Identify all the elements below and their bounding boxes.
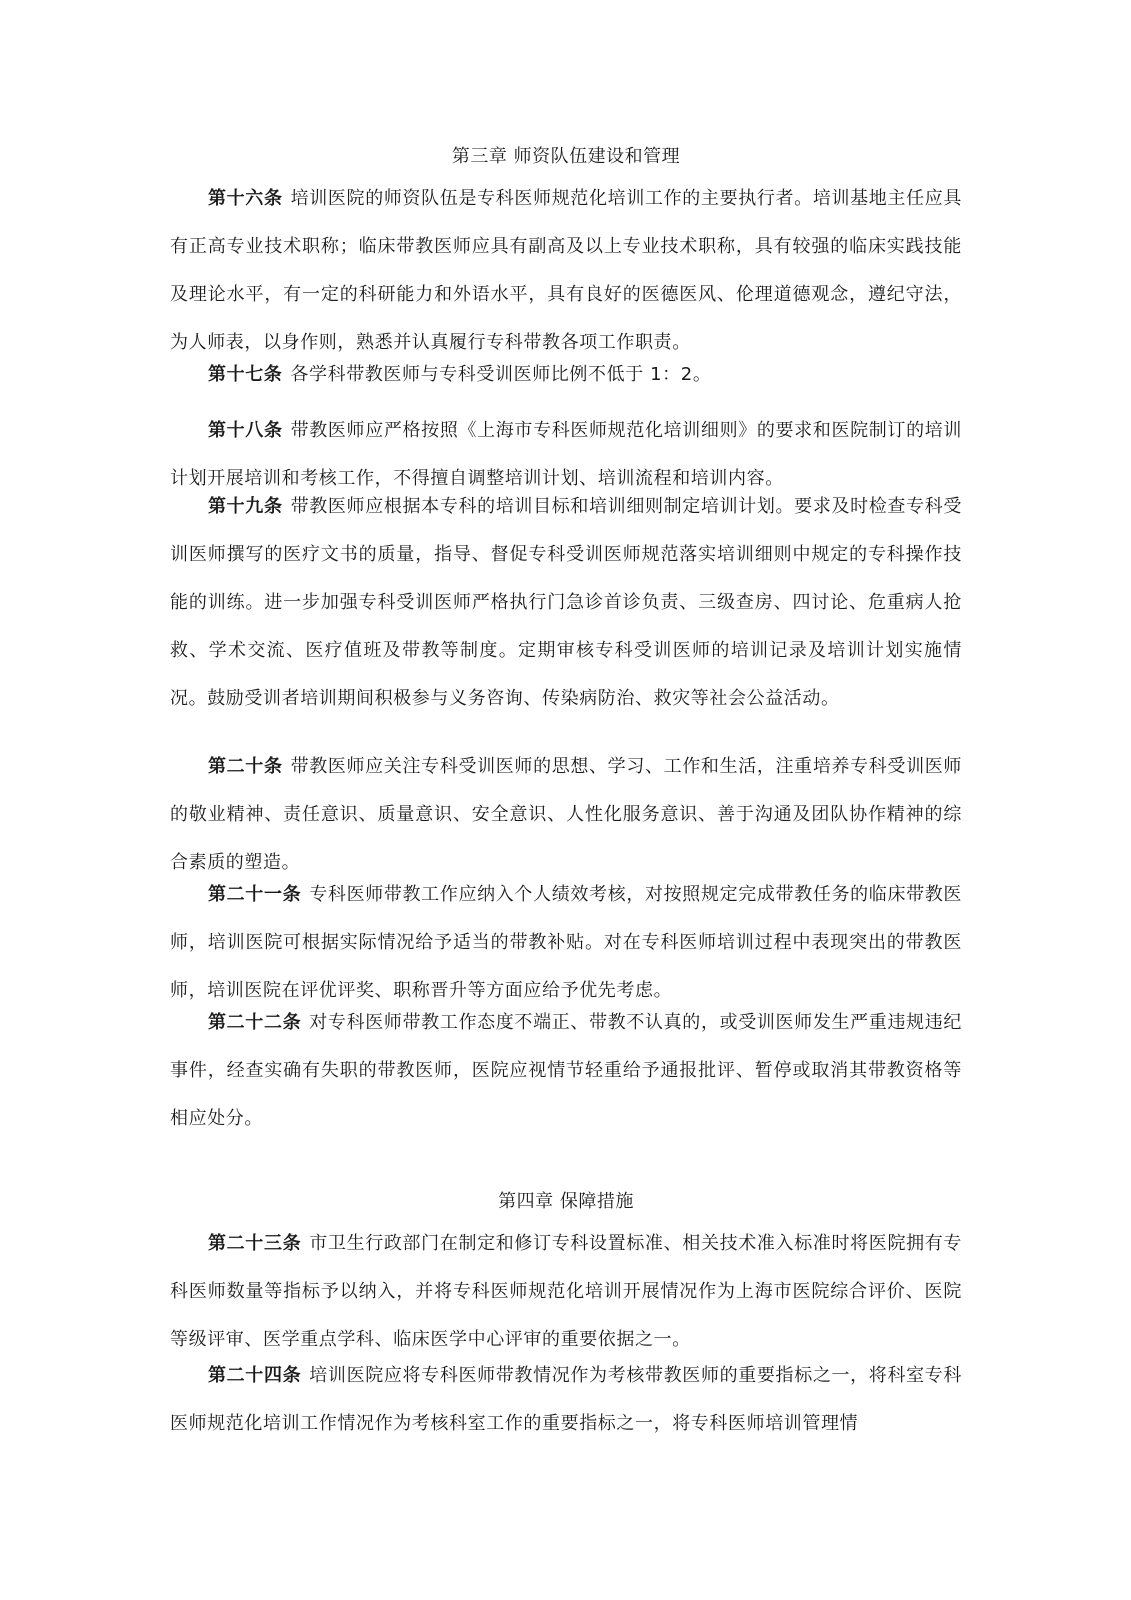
article-18-label: 第十八条 [208, 420, 283, 441]
chapter-3-title: 第三章 师资队伍建设和管理 [451, 146, 681, 167]
article-19 [170, 483, 962, 723]
article-23-label: 第二十三条 [208, 1233, 302, 1254]
article-22-label: 第二十二条 [208, 1012, 302, 1033]
article-16 [170, 175, 962, 367]
article-24-text: 培训医院应将专科医师带教情况作为考核带教医师的重要指标之一，将科室专科医师规范化培训工作情况作为考核科室工作的重要指标之一，将专科医师培训管理情 [170, 1365, 963, 1434]
article-21-text: 专科医师带教工作应纳入个人绩效考核，对按照规定完成带教任务的临床带教医师，培训医院可根据实际情况给予适当的带教补贴。对在专科医师培训过程中表现突出的带教医师，培训医院在评优评奖、职称晋升等方面应给予优先考虑。 [170, 884, 963, 1001]
article-16-text: 培训医院的师资队伍是专科医师规范化培训工作的主要执行者。培训基地主任应具有正高专业技术职称；临床带教医师应具有副高及以上专业技术职称，具有较强的临床实践技能及理论水平，有一定的科研能力和外语水平，具有良好的医德医风、伦理道德观念，遵纪守法，为人师表，以身作则，熟悉并认真履行专科带教各项工作职责。 [170, 188, 962, 353]
article-24-label: 第二十四条 [208, 1365, 302, 1386]
article-17-label: 第十七条 [208, 364, 283, 385]
article-21-label: 第二十一条 [208, 884, 302, 905]
article-17 [170, 351, 962, 399]
article-17-text: 各学科带教医师与专科受训医师比例不低于 1：2。 [290, 364, 712, 385]
article-23 [170, 1220, 962, 1364]
article-20 [170, 743, 962, 887]
article-21 [170, 871, 962, 1015]
chapter-4-title: 第四章 保障措施 [498, 1191, 634, 1212]
article-22 [170, 999, 962, 1143]
article-23-text: 市卫生行政部门在制定和修订专科设置标准、相关技术准入标准时将医院拥有专科医师数量等指标予以纳入，并将专科医师规范化培训开展情况作为上海市医院综合评价、医院等级评审、医学重点学科、临床医学中心评审的重要依据之一。 [170, 1233, 963, 1350]
article-18-text: 带教医师应严格按照《上海市专科医师规范化培训细则》的要求和医院制订的培训计划开展培训和考核工作，不得擅自调整培训计划、培训流程和培训内容。 [170, 420, 962, 489]
article-16-label: 第十六条 [208, 188, 283, 209]
article-19-label: 第十九条 [208, 496, 283, 517]
article-19-text: 带教医师应根据本专科的培训目标和培训细则制定培训计划。要求及时检查专科受训医师撰写的医疗文书的质量，指导、督促专科受训医师规范落实培训细则中规定的专科操作技能的训练。进一步加强专科受训医师严格执行门急诊首诊负责、三级查房、四讨论、危重病人抢救、学术交流、医疗值班及带教等制度。定期审核专科受训医师的培训记录及培训计划实施情况。鼓励受训者培训期间积极参与义务咨询、传染病防治、救灾等社会公益活动。 [170, 496, 962, 709]
article-24 [170, 1352, 962, 1448]
article-20-label: 第二十条 [208, 756, 283, 777]
article-20-text: 带教医师应关注专科受训医师的思想、学习、工作和生活，注重培养专科受训医师的敬业精神、责任意识、质量意识、安全意识、人性化服务意识、善于沟通及团队协作精神的综合素质的塑造。 [170, 756, 962, 873]
article-22-text: 对专科医师带教工作态度不端正、带教不认真的，或受训医师发生严重违规违纪事件，经查实确有失职的带教医师，医院应视情节轻重给予通报批评、暂停或取消其带教资格等相应处分。 [170, 1012, 963, 1129]
